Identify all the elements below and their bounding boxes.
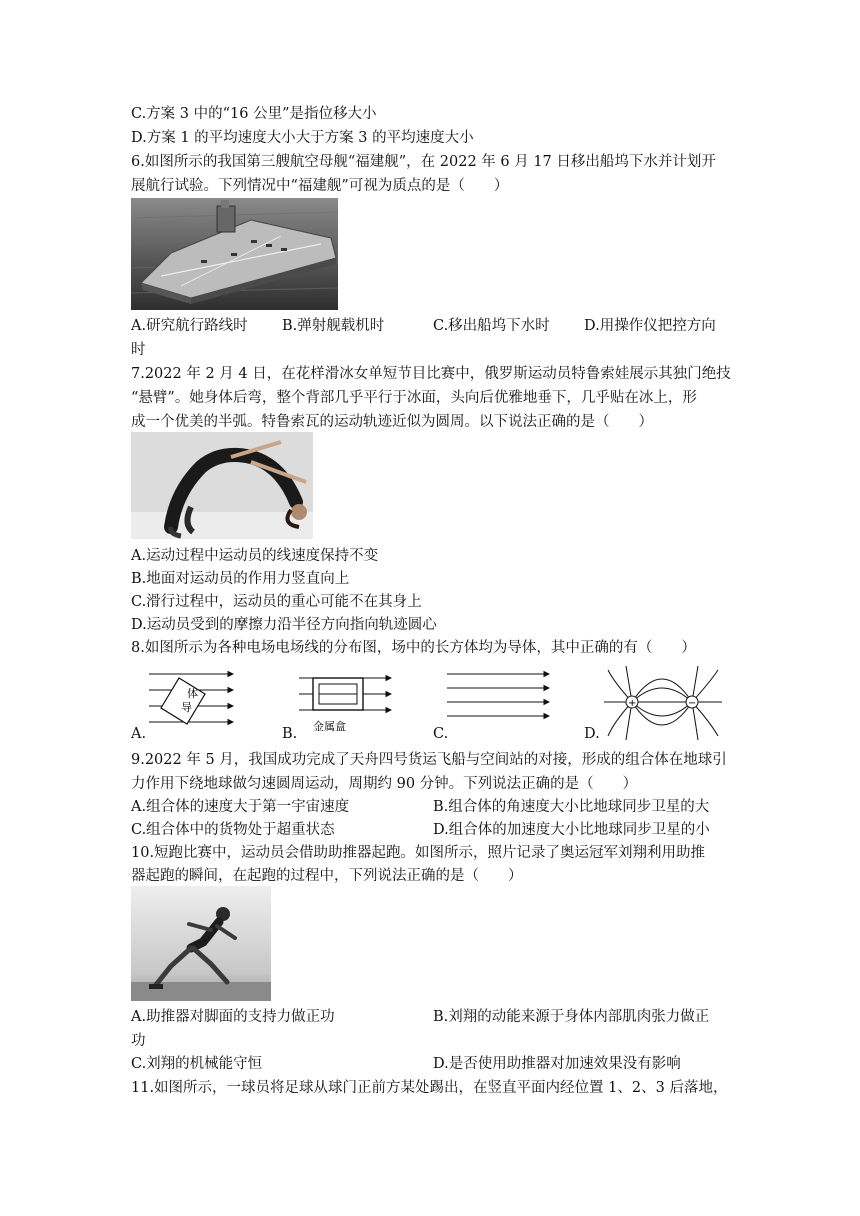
q7-stem-line1: 7.2022 年 2 月 4 日，在花样滑冰女单短节目比赛中，俄罗斯运动员特鲁索娃展示其独门绝技 — [131, 366, 731, 382]
q5-option-c: C.方案 3 中的“16 公里”是指位移大小 — [131, 106, 377, 122]
q10-stem-line2: 器起跑的瞬间，在起跑的过程中，下列说法正确的是（ ） — [131, 868, 523, 884]
q8-figure-a — [131, 664, 241, 744]
q6-stem-line1: 6.如图所示的我国第三艘航空母舰“福建舰”，在 2022 年 6 月 17 日移出船坞下水并计划开 — [131, 154, 716, 170]
q6-option-d-cont: 时 — [131, 342, 146, 358]
q8-figure-c — [445, 664, 555, 744]
q7-option-a: A.运动过程中运动员的线速度保持不变 — [131, 548, 379, 564]
q6-option-c: C.移出船坞下水时 — [433, 318, 550, 334]
q8-fig-b-caption: 金属盒 — [313, 720, 346, 733]
figure-skater-photo — [131, 432, 313, 539]
q8-label-a: A. — [131, 726, 147, 742]
q10-option-d: D.是否使用助推器对加速效果没有影响 — [433, 1056, 681, 1072]
q9-option-c: C.组合体中的货物处于超重状态 — [131, 822, 335, 838]
q8-label-c: C. — [433, 726, 449, 742]
q10-option-b-cont: 功 — [131, 1033, 146, 1049]
aircraft-carrier-photo — [131, 198, 338, 310]
q6-option-a: A.研究航行路线时 — [131, 318, 248, 334]
q8-stem: 8.如图所示为各种电场电场线的分布图，场中的长方体均为导体，其中正确的有（ ） — [131, 640, 696, 656]
sprinter-photo — [131, 886, 271, 1001]
q6-stem-line2: 展航行试验。下列情况中“福建舰”可视为质点的是（ ） — [131, 178, 509, 194]
q6-option-d: D.用操作仪把控方向 — [584, 318, 716, 334]
q7-option-d: D.运动员受到的摩擦力沿半径方向指向轨迹圆心 — [131, 617, 437, 633]
q8-figure-d — [600, 664, 726, 744]
q9-stem-line2: 力作用下绕地球做匀速圆周运动，周期约 90 分钟。下列说法正确的是（ ） — [131, 776, 638, 792]
q8-label-d: D. — [584, 726, 600, 742]
q8-fig-a-char2: 体 — [187, 687, 198, 700]
q7-stem-line3: 成一个优美的半弧。特鲁索瓦的运动轨迹近似为圆周。以下说法正确的是（ ） — [131, 414, 653, 430]
q7-stem-line2: “悬臂”。她身体后弯，整个背部几乎平行于冰面，头向后优雅地垂下，几乎贴在冰上，形 — [131, 390, 697, 406]
q8-label-b: B. — [282, 726, 298, 742]
q8-figure-b — [295, 664, 405, 744]
q8-fig-d-minus: − — [688, 698, 697, 709]
q7-option-b: B.地面对运动员的作用力竖直向上 — [131, 571, 350, 587]
q9-option-b: B.组合体的角速度大小比地球同步卫星的大 — [433, 799, 710, 815]
q10-option-b: B.刘翔的动能来源于身体内部肌肉张力做正 — [433, 1009, 710, 1025]
q9-stem-line1: 9.2022 年 5 月，我国成功完成了天舟四号货运飞船与空间站的对接，形成的组合体在地球引 — [131, 752, 727, 768]
q8-fig-a-char1: 导 — [181, 701, 192, 714]
q7-option-c: C.滑行过程中，运动员的重心可能不在其身上 — [131, 594, 422, 610]
q10-stem-line1: 10.短跑比赛中，运动员会借助助推器起跑。如图所示，照片记录了奥运冠军刘翔利用助推 — [131, 845, 706, 861]
q5-option-d: D.方案 1 的平均速度大小大于方案 3 的平均速度大小 — [131, 130, 474, 146]
q9-option-a: A.组合体的速度大于第一宇宙速度 — [131, 799, 350, 815]
q10-option-c: C.刘翔的机械能守恒 — [131, 1056, 263, 1072]
q11-stem-line1: 11.如图所示，一球员将足球从球门正前方某处踢出，在竖直平面内经位置 1、2、3 后落地， — [131, 1080, 728, 1096]
q10-option-a: A.助推器对脚面的支持力做正功 — [131, 1009, 335, 1025]
q9-option-d: D.组合体的加速度大小比地球同步卫星的小 — [433, 822, 710, 838]
q6-option-b: B.弹射舰载机时 — [282, 318, 385, 334]
q8-fig-d-plus: + — [628, 698, 637, 709]
